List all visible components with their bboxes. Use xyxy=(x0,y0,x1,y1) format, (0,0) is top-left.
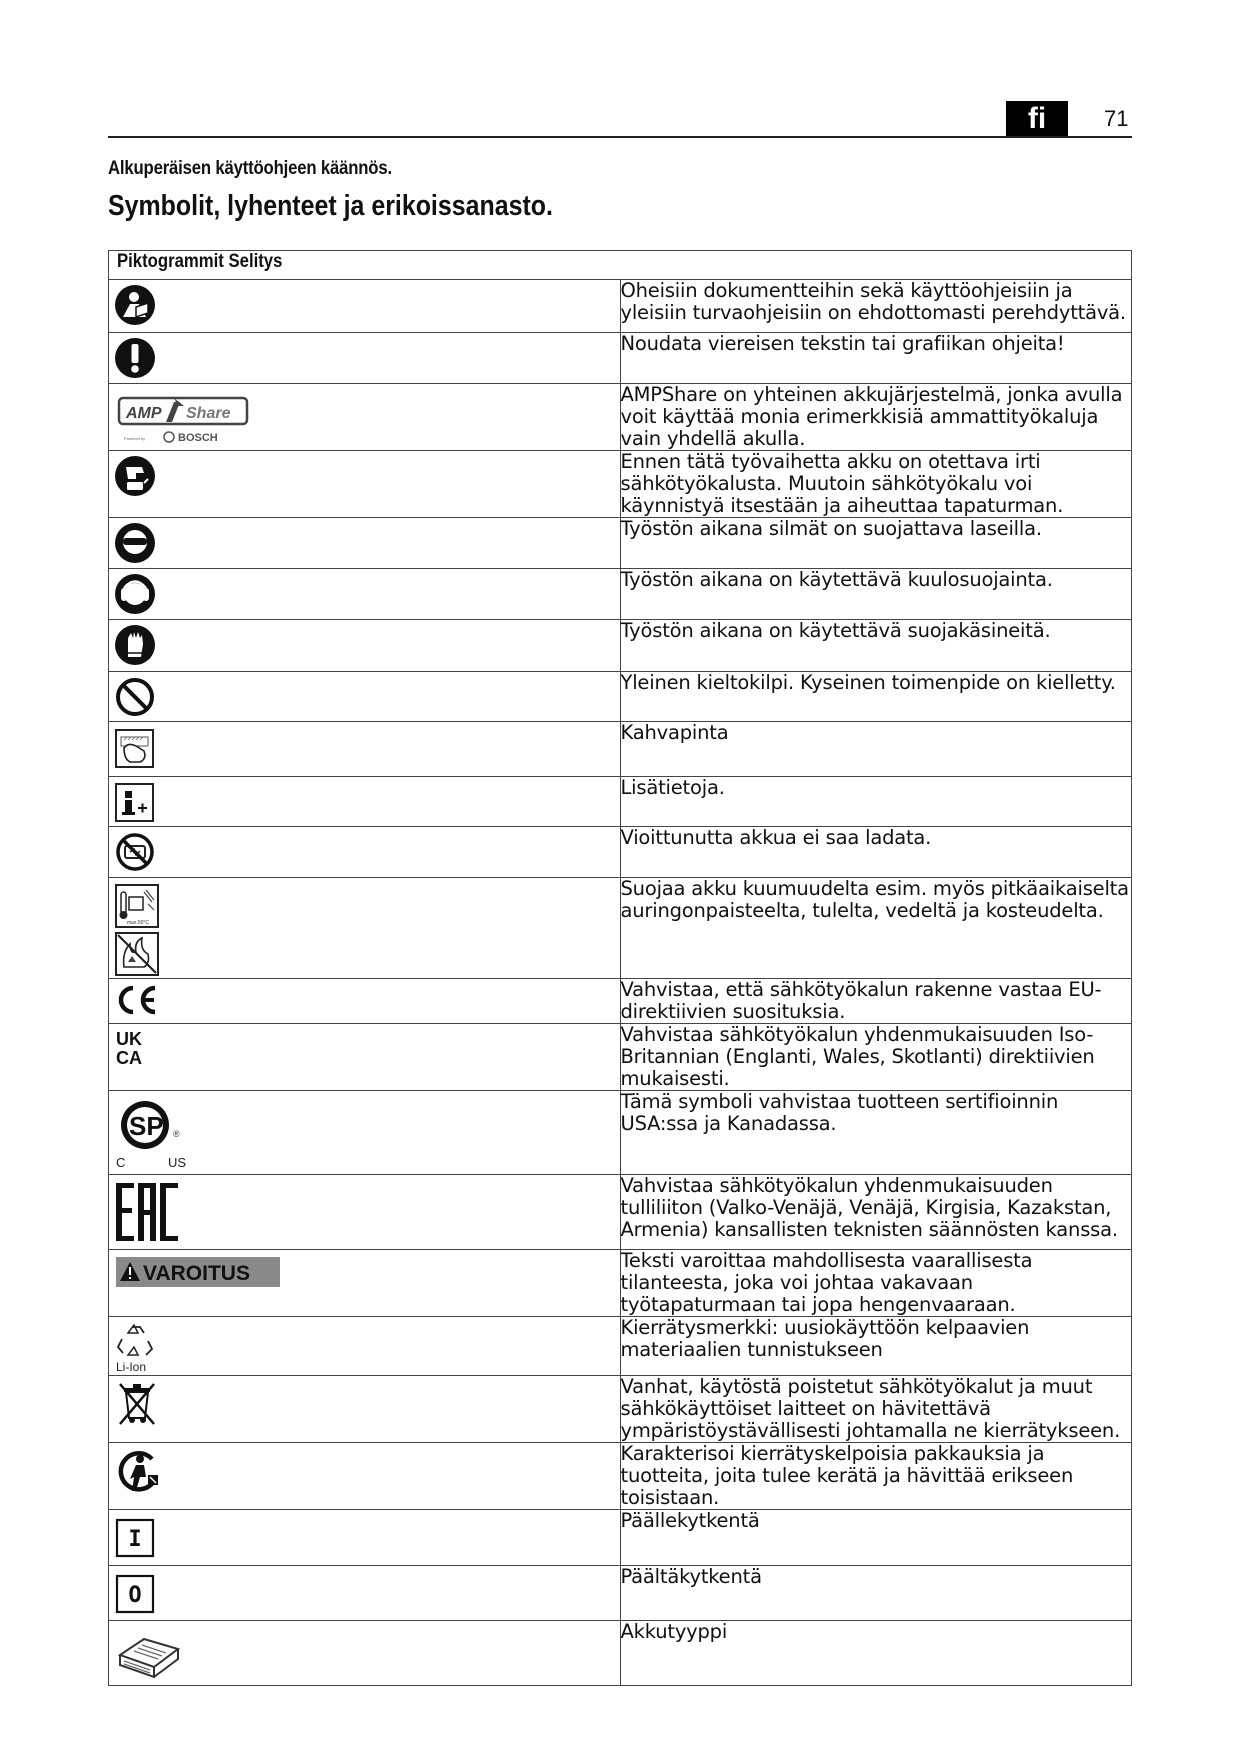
table-row xyxy=(109,1443,1132,1510)
explanation-cell: Akkutyyppi xyxy=(620,1621,1132,1686)
weee-crossed-bin-icon xyxy=(114,1380,160,1426)
ukca-mark-icon xyxy=(114,1028,154,1068)
recyclable-packaging-icon xyxy=(114,1447,164,1497)
warning-label-text: VAROITUS xyxy=(143,1262,250,1285)
header-rule xyxy=(108,136,1132,138)
table-row xyxy=(109,1566,1132,1621)
explanation-cell: Vahvistaa sähkötyökalun yhdenmukaisuuden Iso-Britannian (Englanti, Wales, Skotlanti) direktiivien mukaisesti. xyxy=(620,1024,1132,1091)
grip-surface-icon xyxy=(114,726,156,770)
ukca-mark-bottom: CA xyxy=(116,1048,142,1068)
table-row xyxy=(109,1250,1132,1317)
table-row xyxy=(109,1175,1132,1250)
explanation-cell: Työstön aikana on käytettävä suojakäsineitä. xyxy=(620,620,1132,672)
pictogram-cell xyxy=(109,777,621,827)
ukca-mark-top: UK xyxy=(116,1029,142,1049)
power-on-icon xyxy=(114,1514,156,1560)
explanation-cell: Noudata viereisen tekstin tai grafiikan ohjeita! xyxy=(620,333,1132,384)
table-row xyxy=(109,672,1132,722)
prohibition-icon xyxy=(114,676,156,718)
pictogram-cell xyxy=(109,1566,621,1621)
explanation-cell: Kahvapinta xyxy=(620,722,1132,777)
pictogram-cell xyxy=(109,451,621,518)
remove-battery-icon xyxy=(114,455,156,497)
pictogram-cell xyxy=(109,722,621,777)
explanation-cell: Tämä symboli vahvistaa tuotteen sertifioinnin USA:ssa ja Kanadassa. xyxy=(620,1091,1132,1175)
header-explanation: Selitys xyxy=(228,251,283,272)
ampshare-logo-amp: AMP xyxy=(126,405,162,422)
ampshare-logo-share: Share xyxy=(186,405,231,422)
power-on-label: I xyxy=(128,1527,142,1552)
pictogram-cell xyxy=(109,827,621,878)
explanation-cell: Ennen tätä työvaihetta akku on otettava irti sähkötyökalusta. Muutoin sähkötyökalu voi käynnistyä itsestään ja aiheuttaa tapaturman. xyxy=(620,451,1132,518)
csa-mark-us: US xyxy=(168,1155,187,1170)
pictogram-cell xyxy=(109,1317,621,1376)
table-row xyxy=(109,620,1132,672)
ampshare-logo-brand: BOSCH xyxy=(178,432,218,444)
explanation-cell: Vioittunutta akkua ei saa ladata. xyxy=(620,827,1132,878)
explanation-cell: Työstön aikana silmät on suojattava laseilla. xyxy=(620,518,1132,569)
pictogram-cell xyxy=(109,878,621,979)
svg-text:®: ® xyxy=(173,1129,180,1139)
li-ion-label: Li-Ion xyxy=(116,1360,147,1373)
battery-heat-protection-icon xyxy=(114,882,164,978)
eac-mark-icon xyxy=(114,1179,184,1245)
pictogram-cell xyxy=(109,979,621,1024)
explanation-cell: Vanhat, käytöstä poistetut sähkötyökalut ja muut sähkökäyttöiset laitteet on hävitettävä ympäristöystävällisesti johtamalla ne kierrätykseen. xyxy=(620,1376,1132,1443)
recycling-li-ion-icon xyxy=(114,1321,160,1373)
explanation-cell: Työstön aikana on käytettävä kuulosuojainta. xyxy=(620,569,1132,620)
ampshare-logo-icon xyxy=(114,388,254,446)
table-row xyxy=(109,979,1132,1024)
battery-type-icon xyxy=(114,1625,184,1683)
table-row xyxy=(109,722,1132,777)
max-temperature-label: max.50°C xyxy=(127,920,150,926)
gloves-icon xyxy=(114,624,156,666)
pictogram-cell xyxy=(109,1024,621,1091)
warning-label-icon xyxy=(114,1254,284,1290)
pictogram-cell xyxy=(109,1175,621,1250)
pictogram-cell xyxy=(109,280,621,333)
table-row xyxy=(109,280,1132,333)
explanation-cell: Vahvistaa sähkötyökalun yhdenmukaisuuden tulliliiton (Valko-Venäjä, Venäjä, Kirgisia, Kazakstan, Armenia) kansallisten teknisten säännösten kanssa. xyxy=(620,1175,1132,1250)
explanation-cell: Päältäkytkentä xyxy=(620,1566,1132,1621)
table-row xyxy=(109,384,1132,451)
pictogram-cell xyxy=(109,333,621,384)
document-subtitle: Alkuperäisen käyttöohjeen käännös. xyxy=(108,158,392,179)
table-row xyxy=(109,1091,1132,1175)
explanation-cell: Yleinen kieltokilpi. Kyseinen toimenpide on kielletty. xyxy=(620,672,1132,722)
table-row xyxy=(109,1510,1132,1566)
pictogram-cell xyxy=(109,1443,621,1510)
ampshare-logo-powered: Powered by xyxy=(124,436,146,441)
pictogram-cell xyxy=(109,1250,621,1317)
explanation-cell: AMPShare on yhteinen akkujärjestelmä, jonka avulla voit käyttää monia erimerkkisiä ammattityökaluja vain yhdellä akulla. xyxy=(620,384,1132,451)
svg-text:SP: SP xyxy=(129,1111,164,1141)
explanation-cell: Suojaa akku kuumuudelta esim. myös pitkäaikaiselta auringonpaisteelta, tulelta, vedeltä ja kosteudelta. xyxy=(620,878,1132,979)
table-row xyxy=(109,1376,1132,1443)
symbols-table xyxy=(108,250,1132,1686)
pictogram-cell xyxy=(109,1621,621,1686)
explanation-cell: Oheisiin dokumentteihin sekä käyttöohjeisiin ja yleisiin turvaohjeisiin on ehdottomasti perehdyttävä. xyxy=(620,280,1132,333)
power-off-icon xyxy=(114,1570,156,1616)
table-row xyxy=(109,1621,1132,1686)
language-tab: fi xyxy=(1006,101,1068,136)
explanation-cell: Lisätietoja. xyxy=(620,777,1132,827)
ce-mark-icon xyxy=(114,983,160,1017)
page-title: Symbolit, lyhenteet ja erikoissanasto. xyxy=(108,190,553,222)
table-row xyxy=(109,878,1132,979)
exclamation-icon xyxy=(114,337,156,379)
info-plus-icon xyxy=(114,781,156,825)
csa-mark-c: C xyxy=(116,1155,126,1170)
explanation-cell: Teksti varoittaa mahdollisesta vaarallisesta tilanteesta, joka voi johtaa vakavaan työtapaturmaan tai jopa hengenvaaraan. xyxy=(620,1250,1132,1317)
pictogram-cell xyxy=(109,384,621,451)
page-number: 71 xyxy=(1104,106,1129,131)
read-manual-icon xyxy=(114,284,156,326)
pictogram-cell xyxy=(109,1091,621,1175)
explanation-cell: Kierrätysmerkki: uusiokäyttöön kelpaavien materiaalien tunnistukseen xyxy=(620,1317,1132,1376)
table-row xyxy=(109,518,1132,569)
pictogram-cell xyxy=(109,1510,621,1566)
pictogram-cell xyxy=(109,569,621,620)
explanation-cell: Karakterisoi kierrätyskelpoisia pakkauksia ja tuotteita, joita tulee kerätä ja hävittää erikseen toisistaan. xyxy=(620,1443,1132,1510)
power-off-label: O xyxy=(128,1583,142,1608)
table-row xyxy=(109,777,1132,827)
pictogram-cell xyxy=(109,620,621,672)
table-header xyxy=(109,251,1132,280)
no-damaged-battery-charging-icon xyxy=(114,831,156,873)
table-row xyxy=(109,827,1132,878)
table-row xyxy=(109,1317,1132,1376)
table-row xyxy=(109,1024,1132,1091)
table-header-row xyxy=(109,251,1132,280)
table-row xyxy=(109,451,1132,518)
csa-mark-icon xyxy=(114,1095,204,1173)
explanation-cell: Päällekytkentä xyxy=(620,1510,1132,1566)
table-row xyxy=(109,569,1132,620)
ear-protection-icon xyxy=(114,573,156,615)
pictogram-cell xyxy=(109,672,621,722)
safety-glasses-icon xyxy=(114,522,156,564)
pictogram-cell xyxy=(109,1376,621,1443)
header-pictograms: Piktogrammit xyxy=(117,251,224,272)
explanation-cell: Vahvistaa, että sähkötyökalun rakenne vastaa EU-direktiivien suosituksia. xyxy=(620,979,1132,1024)
pictogram-cell xyxy=(109,518,621,569)
table-row xyxy=(109,333,1132,384)
